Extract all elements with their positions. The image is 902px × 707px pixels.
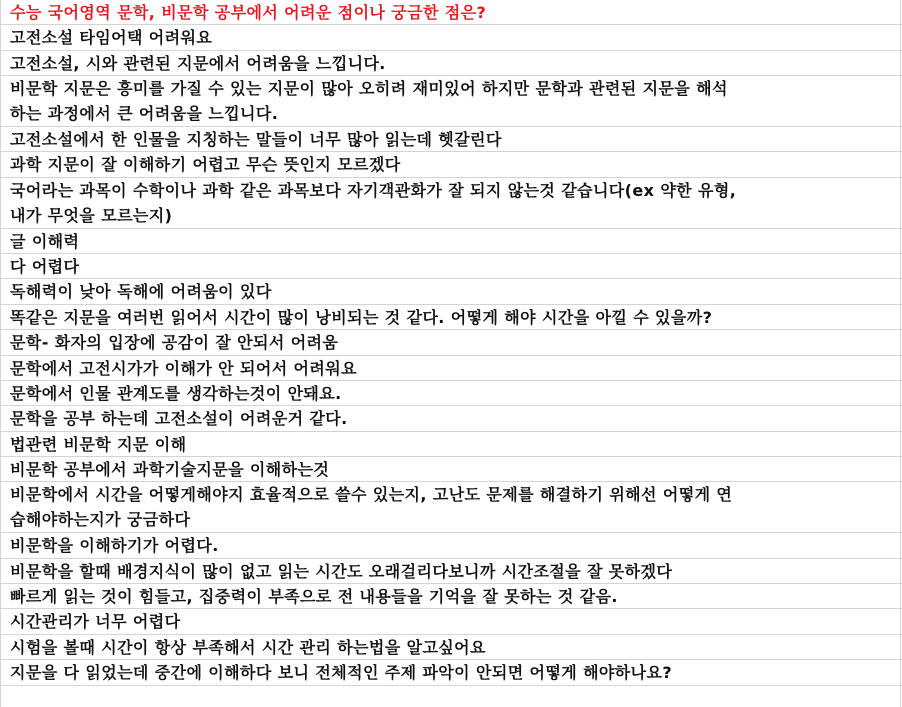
- response-cell[interactable]: [0, 178, 902, 229]
- response-text: 시간관리가 너무 어렵다: [10, 612, 181, 632]
- response-text: 다 어렵다: [10, 256, 80, 276]
- response-text: 독해력이 낮아 독해에 어려움이 있다: [10, 282, 272, 302]
- response-cell[interactable]: [0, 152, 902, 177]
- response-text: 비문학 지문은 흥미를 가질 수 있는 지문이 많아 오히려 재미있어 하지만 문학과 관련된 지문을 해석: [10, 79, 728, 99]
- response-cell[interactable]: [0, 254, 902, 279]
- response-text: 빠르게 읽는 것이 힘들고, 집중력이 부족으로 전 내용들을 기억을 잘 못하는 것 같음.: [10, 587, 618, 607]
- response-text: 비문학에서 시간을 어떻게해야지 효율적으로 쓸수 있는지, 고난도 문제를 해결하기 위해선 어떻게 연: [10, 485, 733, 505]
- response-text: 지문을 다 읽었는데 중간에 이해하다 보니 전체적인 주제 파악이 안되면 어떻게 해야하나요?: [10, 663, 673, 683]
- response-text: 시험을 볼때 시간이 항상 부족해서 시간 관리 하는법을 알고싶어요: [10, 637, 486, 657]
- response-cell[interactable]: [0, 482, 902, 533]
- response-text: 과학 지문이 잘 이해하기 어렵고 무슨 뜻인지 모르겠다: [10, 155, 401, 175]
- response-cell[interactable]: [0, 406, 902, 431]
- header-cell[interactable]: 수능 국어영역 문학, 비문학 공부에서 어려운 점이나 궁금한 점은?: [0, 0, 902, 25]
- response-cell[interactable]: [0, 51, 902, 76]
- response-text: 똑같은 지문을 여러번 읽어서 시간이 많이 낭비되는 것 같다. 어떻게 해야 시간을 아낄 수 있을까?: [10, 307, 713, 327]
- response-cell[interactable]: [0, 76, 902, 127]
- response-cell[interactable]: [0, 457, 902, 482]
- response-cell[interactable]: [0, 279, 902, 304]
- response-text: 문학을 공부 하는데 고전소설이 어려운거 같다.: [10, 409, 348, 429]
- response-cell[interactable]: [0, 660, 902, 685]
- response-text: 문학에서 인물 관계도를 생각하는것이 안돼요.: [10, 383, 342, 403]
- response-cell[interactable]: [0, 609, 902, 634]
- response-cell[interactable]: [0, 305, 902, 330]
- response-cell[interactable]: [0, 584, 902, 609]
- response-cell[interactable]: [0, 127, 902, 152]
- response-text: 하는 과정에서 큰 어려움을 느낍니다.: [10, 104, 279, 124]
- response-text: 습해야하는지가 궁금하다: [10, 510, 191, 530]
- response-text: 고전소설, 시와 관련된 지문에서 어려움을 느낍니다.: [10, 53, 386, 73]
- response-text: 문학에서 고전시가가 이해가 안 되어서 어려워요: [10, 358, 357, 378]
- response-cell[interactable]: [0, 533, 902, 558]
- response-text: 문학- 화자의 입장에 공감이 잘 안되서 어려움: [10, 333, 339, 353]
- response-cell[interactable]: [0, 356, 902, 381]
- response-text: 고전소설 타임어택 어려워요: [10, 28, 213, 48]
- response-text: 고전소설에서 한 인물을 지칭하는 말들이 너무 많아 읽는데 헷갈린다: [10, 129, 502, 149]
- response-cell[interactable]: [0, 330, 902, 355]
- response-text: 비문학 공부에서 과학기술지문을 이해하는것: [10, 460, 330, 480]
- response-cell[interactable]: [0, 432, 902, 457]
- response-cell[interactable]: [0, 381, 902, 406]
- response-cell[interactable]: [0, 25, 902, 50]
- response-cell[interactable]: [0, 635, 902, 660]
- response-text: 내가 무엇을 모르는지): [10, 205, 173, 225]
- response-cell[interactable]: [0, 229, 902, 254]
- response-cell[interactable]: [0, 559, 902, 584]
- response-text: 국어라는 과목이 수학이나 과학 같은 과목보다 자기객관화가 잘 되지 않는것 같습니다(ex 약한 유형,: [10, 180, 737, 200]
- response-text: 법관련 비문학 지문 이해: [10, 434, 187, 454]
- response-text: 글 이해력: [10, 231, 80, 251]
- response-text: 비문학을 이해하기가 어렵다.: [10, 536, 219, 556]
- response-text: 비문학을 할때 배경지식이 많이 없고 읽는 시간도 오래걸리다보니까 시간조절을 잘 못하겠다: [10, 561, 673, 581]
